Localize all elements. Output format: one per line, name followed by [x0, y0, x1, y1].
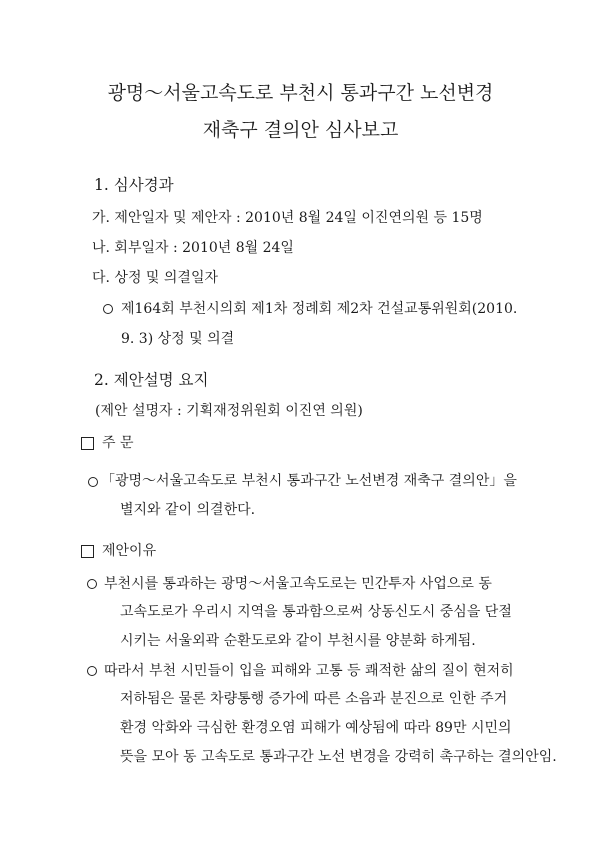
reason2-line1: 따라서 부천 시민들이 입을 피해와 고통 등 쾌적한 삶의 질이 현저히	[104, 663, 514, 679]
session-bullet-line2: 9. 3) 상정 및 의결	[121, 331, 235, 347]
reason1-line2: 고속도로가 우리시 지역을 통과함으로써 상동신도시 중심을 단절	[120, 604, 512, 620]
agenda-date-item: 다. 상정 및 의결일자	[92, 270, 218, 286]
reason2-line3: 환경 악화와 극심한 환경오염 피해가 예상됨에 따라 89만 시민의	[120, 720, 512, 736]
main-text-line2: 별지와 같이 의결한다.	[120, 502, 256, 518]
bullet-circle-icon	[87, 666, 97, 676]
reason2-line2: 저하됨은 물론 차량통행 증가에 따른 소음과 분진으로 인한 주거	[120, 691, 508, 707]
document-title-line1: 광명～서울고속도로 부천시 통과구간 노선변경	[107, 82, 494, 104]
main-text-line1: 「광명～서울고속도로 부천시 통과구간 노선변경 재축구 결의안」을	[101, 473, 517, 489]
reason1-line1: 부천시를 통과하는 광명～서울고속도로는 민간투자 사업으로 동	[104, 576, 492, 592]
reason1-line3: 시키는 서울외곽 순환도로와 같이 부천시를 양분화 하게됨.	[120, 633, 476, 649]
main-text-heading: 주 문	[102, 435, 134, 451]
referral-date-item: 나. 회부일자 : 2010년 8월 24일	[92, 240, 294, 256]
bullet-circle-icon	[88, 477, 98, 487]
bullet-circle-icon	[103, 304, 113, 314]
reason2-line4: 뜻을 모아 동 고속도로 통과구간 노선 변경을 강력히 촉구하는 결의안임.	[120, 749, 557, 765]
document-title-line2: 재축구 결의안 심사보고	[202, 119, 399, 141]
reason-heading: 제안이유	[102, 543, 157, 559]
presenter-note: (제안 설명자 : 기획재정위원회 이진연 의원)	[95, 403, 363, 419]
session-bullet-line1: 제164회 부천시의회 제1차 정례회 제2차 건설교통위원회(2010.	[121, 301, 518, 317]
proposal-date-item: 가. 제안일자 및 제안자 : 2010년 8월 24일 이진연의원 등 15명	[92, 210, 483, 226]
section1-heading: 1. 심사경과	[94, 176, 174, 194]
square-box-icon	[81, 437, 94, 450]
square-box-icon	[81, 545, 94, 558]
bullet-circle-icon	[87, 579, 97, 589]
section2-heading: 2. 제안설명 요지	[94, 371, 209, 389]
